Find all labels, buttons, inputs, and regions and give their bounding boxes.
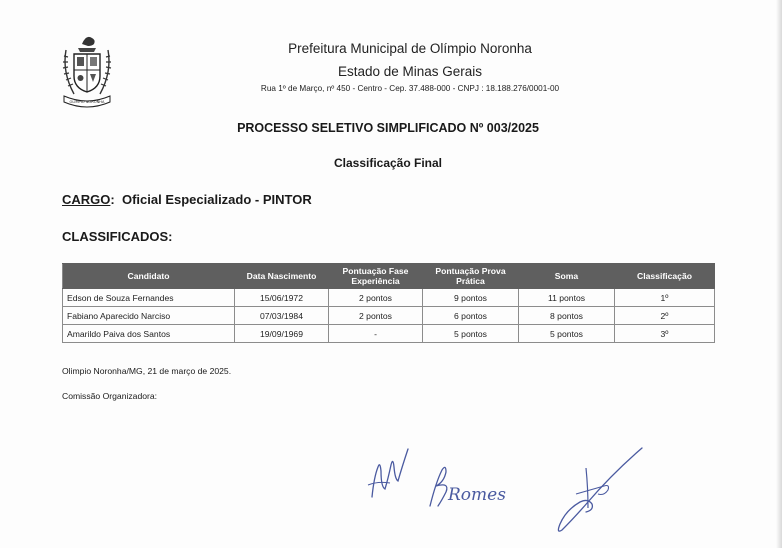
cell-pontuacao-pratica: 6 pontos	[423, 307, 519, 325]
cell-soma: 8 pontos	[519, 307, 615, 325]
cell-classificacao: 2º	[615, 307, 715, 325]
cell-pontuacao-experiencia: 2 pontos	[329, 289, 423, 307]
cell-data-nascimento: 15/06/1972	[235, 289, 329, 307]
table-row	[63, 289, 715, 307]
cell-candidato: Amarildo Paiva dos Santos	[63, 325, 235, 343]
cell-data-nascimento: 07/03/1984	[235, 307, 329, 325]
signature-2	[422, 462, 508, 510]
cell-candidato: Fabiano Aparecido Narciso	[63, 307, 235, 325]
document-subtitle: Classificação Final	[333, 156, 443, 170]
header-municipality: Prefeitura Municipal de Olímpio Noronha	[288, 41, 532, 56]
cell-pontuacao-pratica: 5 pontos	[423, 325, 519, 343]
cargo-colon: :	[110, 192, 115, 207]
header-state: Estado de Minas Gerais	[337, 64, 483, 79]
svg-text:OLÍMPIO NORONHA: OLÍMPIO NORONHA	[69, 100, 105, 104]
col-header-pontuacao-experiencia: Pontuação Fase Experiência	[329, 264, 423, 289]
table-row	[63, 325, 715, 343]
cargo-label: CARGO	[62, 192, 111, 207]
cargo-line	[62, 192, 312, 207]
signature-2-text: Romes	[448, 485, 506, 505]
classification-table	[62, 263, 715, 343]
signature-3	[552, 442, 648, 536]
cell-data-nascimento: 19/09/1969	[235, 325, 329, 343]
committee-label: Comissão Organizadora:	[62, 391, 158, 401]
col-header-candidato: Candidato	[63, 264, 235, 289]
page-edge-shadow	[776, 0, 782, 548]
cell-pontuacao-experiencia: -	[329, 325, 423, 343]
cargo-value: Oficial Especializado - PINTOR	[121, 192, 312, 207]
col-header-pontuacao-pratica: Pontuação Prova Prática	[423, 264, 519, 289]
col-header-classificacao: Classificação	[615, 264, 715, 289]
place-and-date: Olimpio Noronha/MG, 21 de março de 2025.	[62, 366, 232, 376]
process-title: PROCESSO SELETIVO SIMPLIFICADO Nº 003/2025	[237, 121, 539, 135]
cell-classificacao: 3º	[615, 325, 715, 343]
section-title: CLASSIFICADOS:	[62, 229, 173, 244]
col-header-soma: Soma	[519, 264, 615, 289]
cell-candidato: Edson de Souza Fernandes	[63, 289, 235, 307]
signature-1	[362, 445, 412, 505]
cell-pontuacao-experiencia: 2 pontos	[329, 307, 423, 325]
cell-soma: 11 pontos	[519, 289, 615, 307]
cell-classificacao: 1º	[615, 289, 715, 307]
table-header-row	[63, 264, 715, 289]
municipal-coat-of-arms-icon	[60, 30, 114, 110]
header-address: Rua 1º de Março, nº 450 - Centro - Cep. 37.488-000 - CNPJ : 18.188.276/0001-00	[260, 84, 560, 93]
table-row	[63, 307, 715, 325]
col-header-data-nascimento: Data Nascimento	[235, 264, 329, 289]
cell-soma: 5 pontos	[519, 325, 615, 343]
cell-pontuacao-pratica: 9 pontos	[423, 289, 519, 307]
